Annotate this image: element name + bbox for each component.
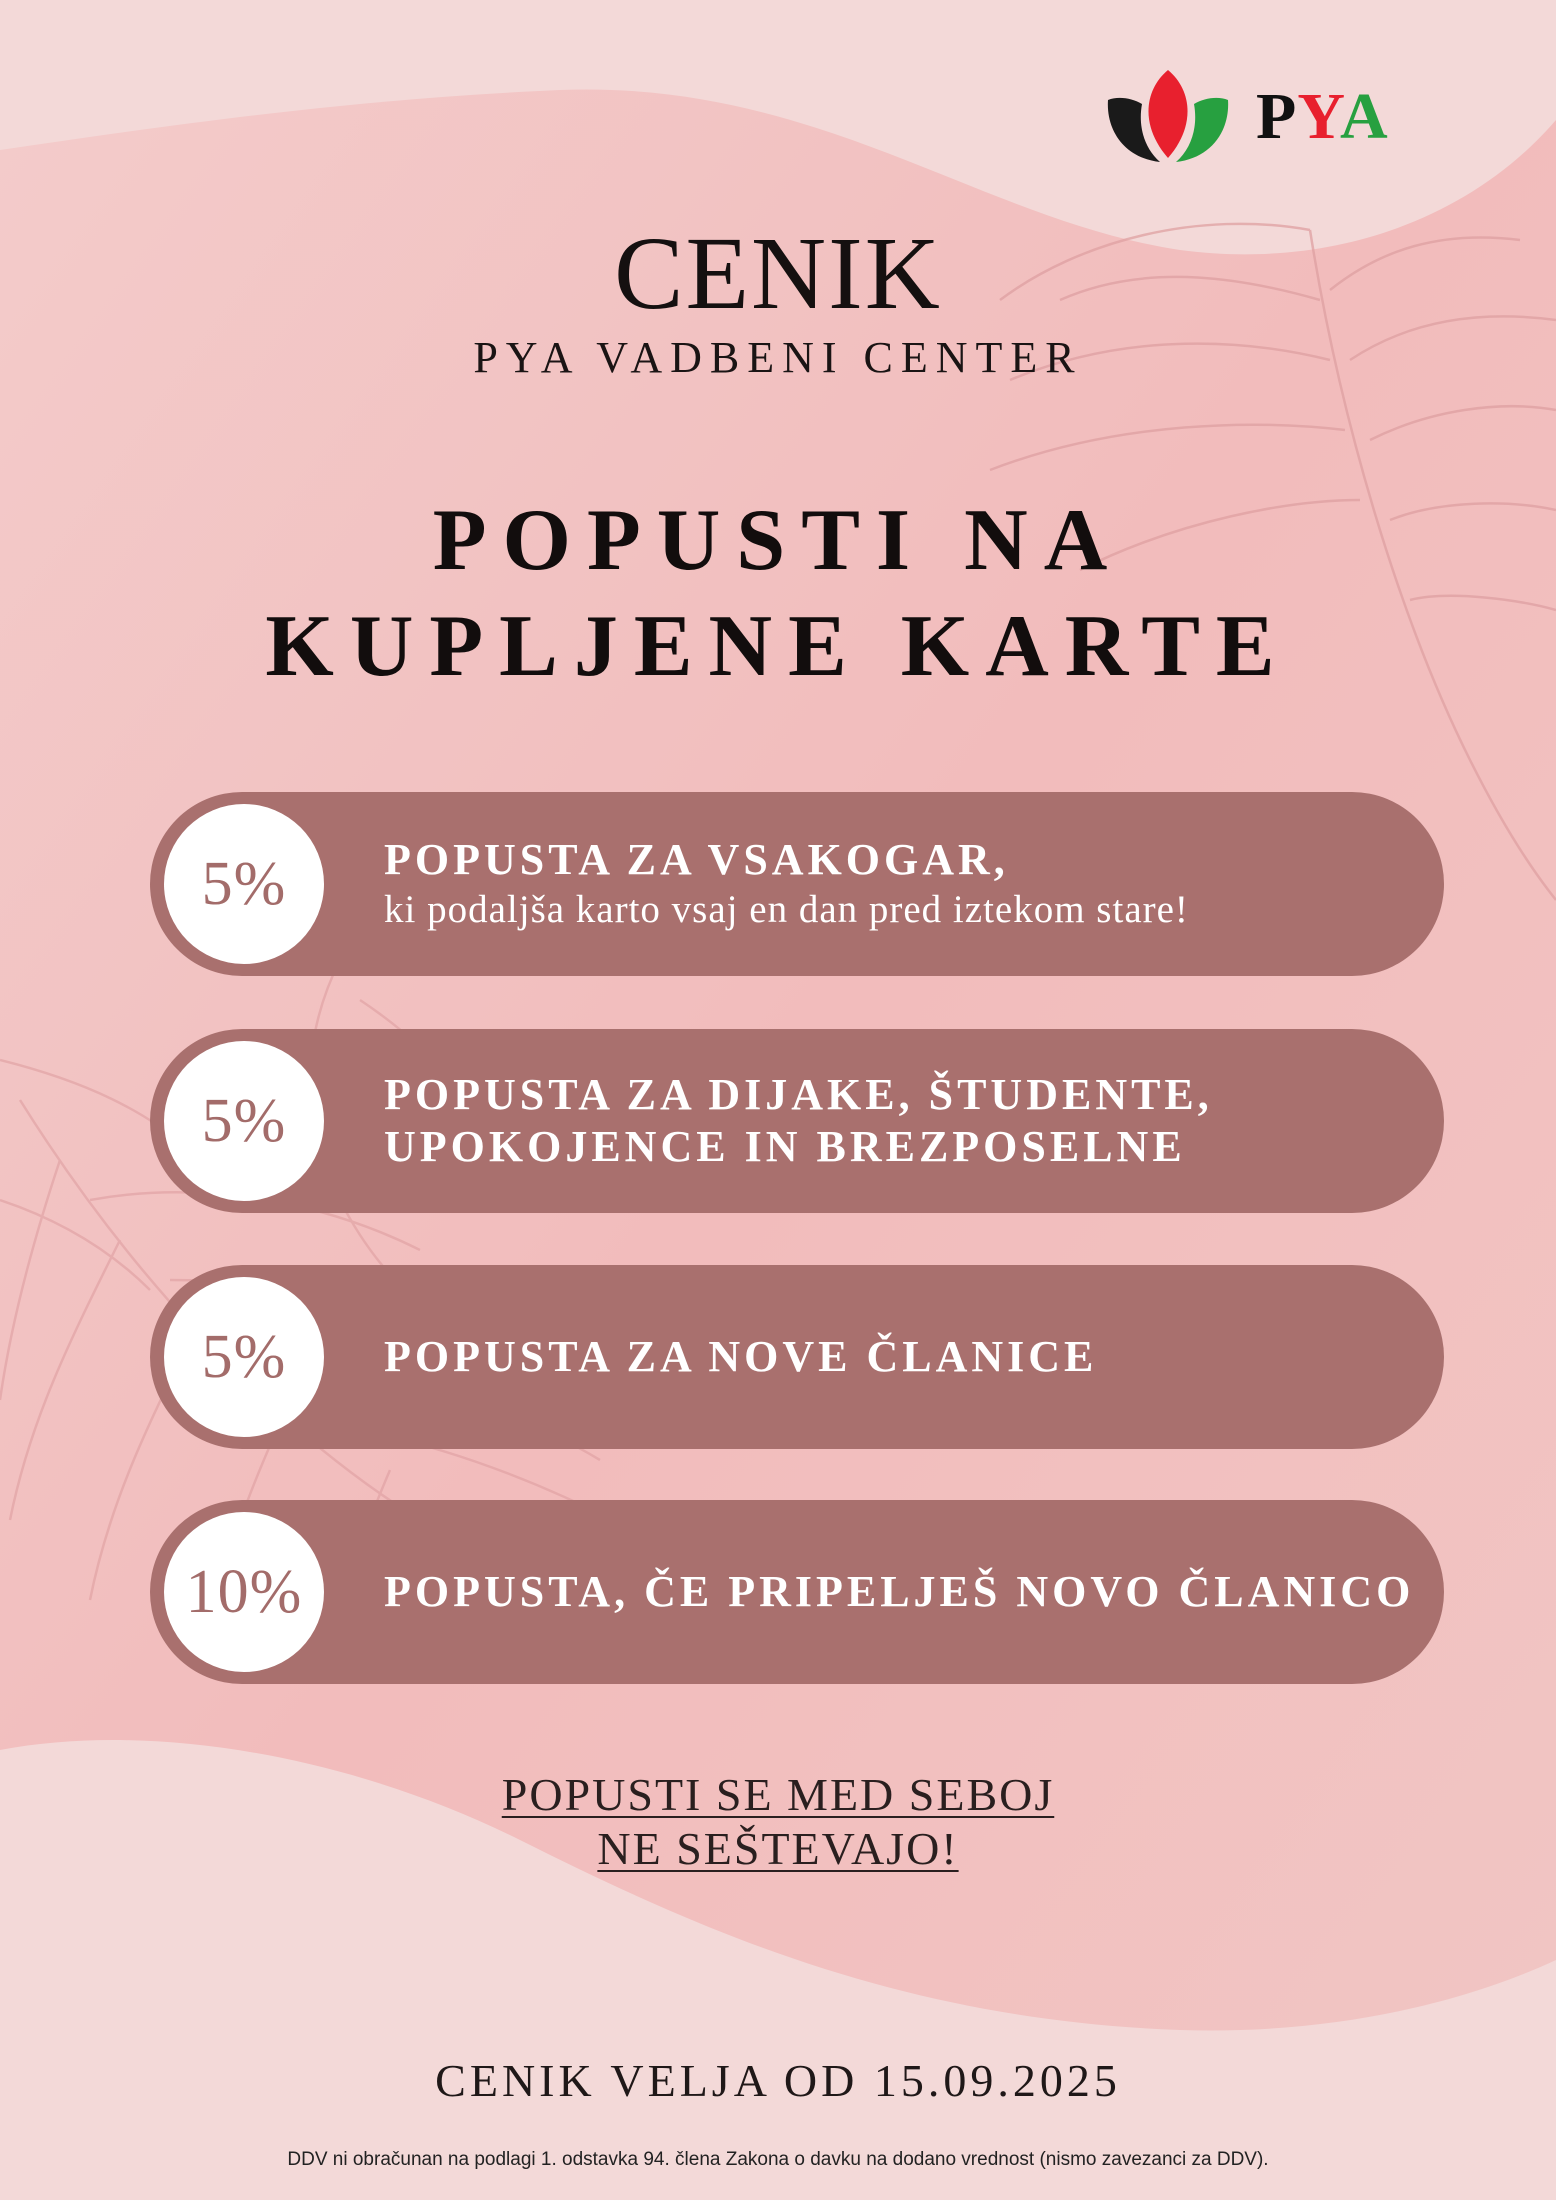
logo-petal-center-icon <box>1148 70 1187 158</box>
discount-title-line-2: UPOKOJENCE IN BREZPOSELNE <box>384 1122 1186 1171</box>
discount-note-line-2: NE SEŠTEVAJO! <box>597 1823 959 1874</box>
discount-item <box>150 1500 1444 1684</box>
discount-text <box>384 1265 1404 1449</box>
discount-title: POPUSTA ZA DIJAKE, ŠTUDENTE, <box>384 1070 1213 1119</box>
logo-wordmark <box>1256 80 1389 153</box>
page-subtitle: PYA VADBENI CENTER <box>473 333 1083 382</box>
discount-note <box>0 1768 1556 1876</box>
vat-footnote: DDV ni obračunan na podlagi 1. odstavka 94. člena Zakona o davku na dodano vrednost (nismo zavezanci za DDV). <box>287 2149 1269 2170</box>
discount-text <box>384 1029 1404 1213</box>
discount-title: POPUSTA ZA VSAKOGAR, <box>384 835 1009 884</box>
discount-text <box>384 792 1404 976</box>
headline-line-2: KUPLJENE KARTE <box>265 598 1291 695</box>
logo-letter-a: A <box>1339 80 1389 153</box>
validity-date: CENIK VELJA OD 15.09.2025 <box>435 2055 1121 2106</box>
discount-title: POPUSTA, ČE PRIPELJEŠ NOVO ČLANICO <box>384 1567 1415 1616</box>
discount-text <box>384 1500 1415 1684</box>
discount-percent-badge: 5% <box>164 1277 324 1437</box>
discount-percent-badge: 5% <box>164 1041 324 1201</box>
discount-title: POPUSTA ZA NOVE ČLANICE <box>384 1332 1098 1381</box>
discount-note-line-1: POPUSTI SE MED SEBOJ <box>501 1769 1055 1820</box>
discount-percent-badge: 10% <box>164 1512 324 1672</box>
headline <box>0 488 1556 700</box>
discount-item <box>150 792 1444 976</box>
headline-line-1: POPUSTI NA <box>432 492 1124 589</box>
logo-letter-y: Y <box>1297 80 1340 153</box>
page-title: CENIK <box>614 216 942 331</box>
discount-percent-badge: 5% <box>164 804 324 964</box>
discount-item <box>150 1029 1444 1213</box>
discount-subtitle: ki podaljša karto vsaj en dan pred iztekom stare! <box>384 888 1189 931</box>
discount-item <box>150 1265 1444 1449</box>
logo-letter-p: P <box>1256 80 1298 153</box>
